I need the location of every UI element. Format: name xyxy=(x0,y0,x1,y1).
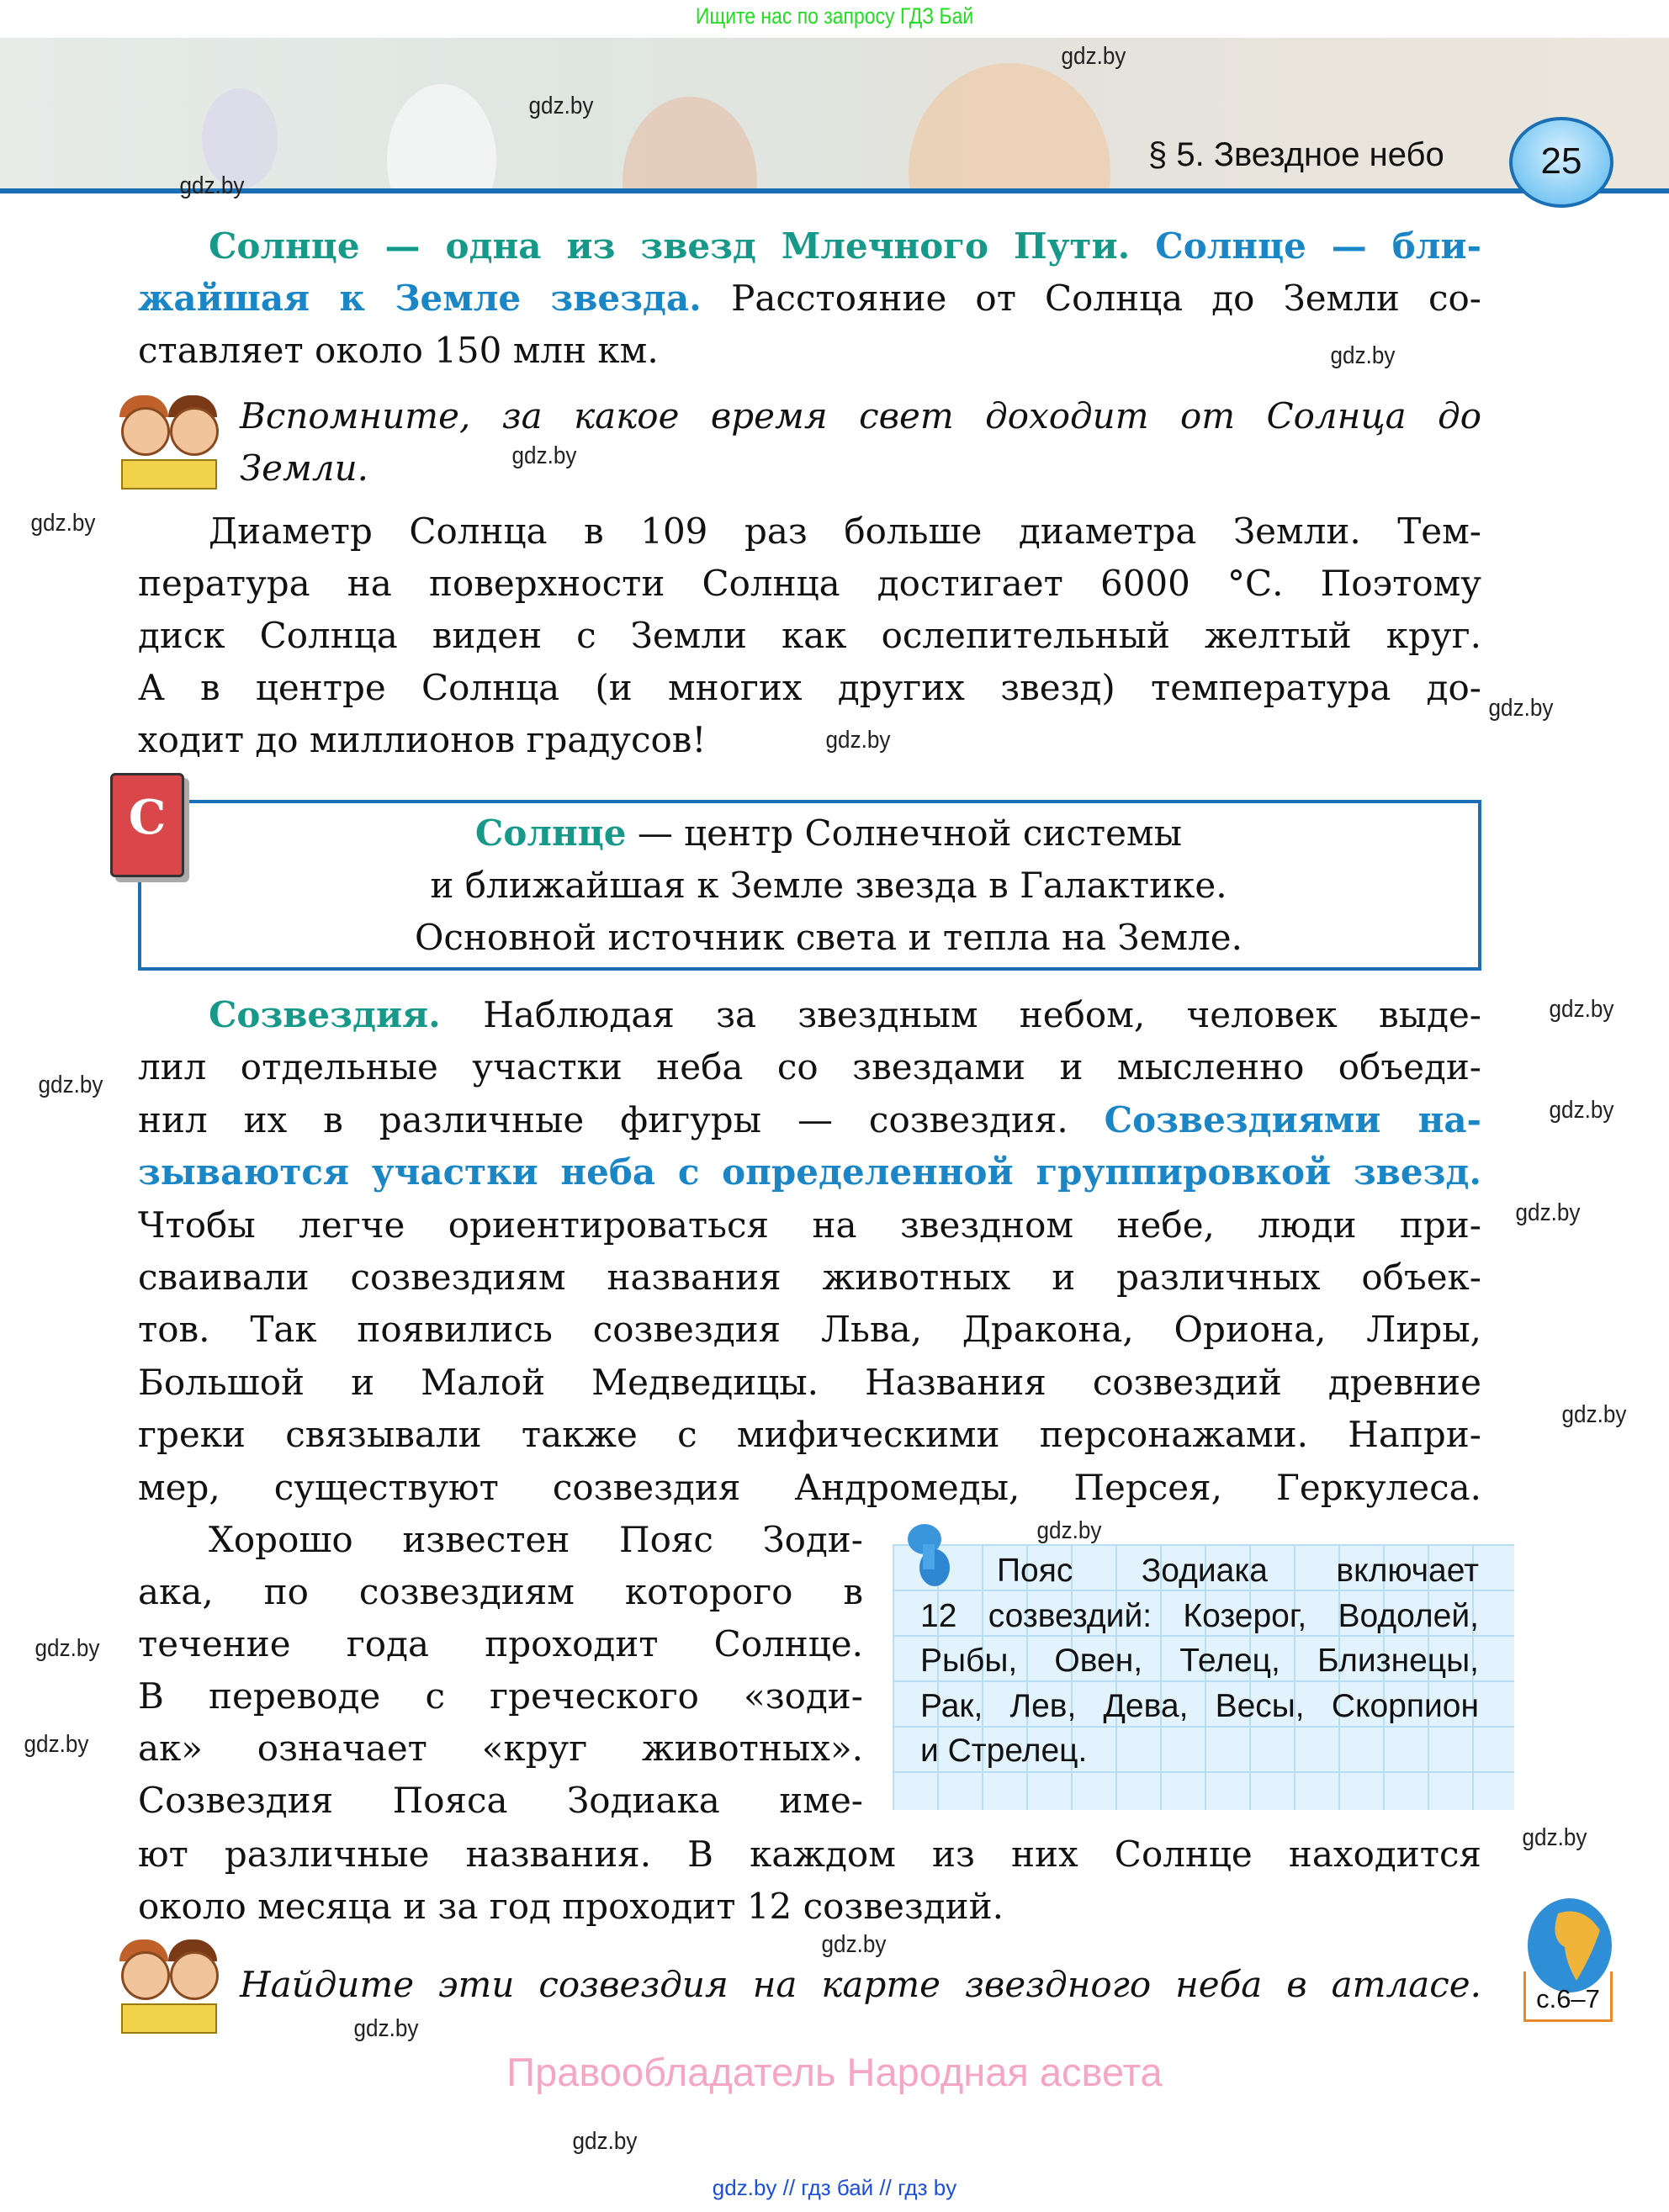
text-line xyxy=(209,993,1481,1037)
page-number-badge: 25 xyxy=(1509,117,1613,208)
text-line xyxy=(138,1413,1481,1457)
highlighted-term: Созвездия. xyxy=(209,994,484,1035)
planet-image xyxy=(387,84,496,190)
text-segment: ставляет около 150 млн км. xyxy=(138,330,659,371)
text-segment: Основной источник света и тепла на Земле. xyxy=(414,917,1242,958)
kids-question-icon xyxy=(113,1939,222,2036)
text-line xyxy=(209,225,1481,268)
question-text: Вспомните, за какое время свет доходит от Солнца до xyxy=(240,395,1481,437)
watermark-text: gdz.by xyxy=(528,93,594,119)
text-segment: Наблюдая за звездным небом, человек выде- xyxy=(483,994,1482,1035)
text-segment: нил их в различные фигуры — созвездия. xyxy=(138,1098,1105,1140)
highlighted-term: зываются участки неба с определенной группировкой звезд. xyxy=(138,1151,1481,1193)
text-segment: Расстояние от Солнца до Земли со- xyxy=(731,278,1481,319)
atlas-task-text: Найдите эти созвездия на карте звездного неба в атласе. xyxy=(240,1964,1481,2005)
copyright-notice: Правообладатель Народная асвета xyxy=(506,2050,1163,2094)
definition-line xyxy=(198,916,1460,960)
pushpin-icon xyxy=(904,1521,955,1588)
search-hint: Ищите нас по запросу ГДЗ Бай xyxy=(695,3,974,29)
text-line xyxy=(138,1204,1481,1247)
note-line: и Стрелец. xyxy=(920,1733,1088,1769)
text-line xyxy=(138,1045,1481,1089)
text-line: пература на поверхности Солнца достигает 6000 °С. Поэтому xyxy=(138,563,1481,604)
watermark-text: gdz.by xyxy=(24,1731,89,1758)
watermark-text: gdz.by xyxy=(1036,1517,1102,1544)
text-line: В переводе с греческого «зоди- xyxy=(138,1675,863,1717)
text-line xyxy=(138,277,1481,320)
watermark-text: gdz.by xyxy=(1549,996,1614,1023)
watermark-text: gdz.by xyxy=(34,1635,100,1662)
note-line: Рыбы, Овен, Телец, Близнецы, xyxy=(920,1643,1479,1679)
text-segment: греки связывали также с мифическими персонажами. Напри- xyxy=(138,1414,1481,1456)
note-line: Пояс Зодиака включает xyxy=(997,1553,1479,1589)
text-line xyxy=(138,1308,1481,1352)
text-line: около месяца и за год проходит 12 созвездий. xyxy=(138,1886,1004,1927)
highlighted-term: Созвездиями на- xyxy=(1104,1098,1481,1140)
watermark-text: gdz.by xyxy=(1515,1199,1581,1226)
text-line xyxy=(138,1098,1481,1142)
planet-image xyxy=(909,63,1110,190)
text-line: Созвездия Пояса Зодиака име- xyxy=(138,1780,863,1821)
text-segment: Чтобы легче ориентироваться на звездном небе, люди при- xyxy=(138,1204,1481,1246)
watermark-text: gdz.by xyxy=(1522,1824,1587,1851)
text-line: ют различные названия. В каждом из них Солнце находится xyxy=(138,1834,1481,1875)
text-line: Хорошо известен Пояс Зоди- xyxy=(209,1519,863,1560)
text-segment: тов. Так появились созвездия Льва, Дракона, Ориона, Лиры, xyxy=(138,1309,1481,1351)
highlighted-term: Солнце — одна из звезд Млечного Пути. xyxy=(209,225,1156,267)
text-line xyxy=(138,1466,1481,1510)
text-segment: мер, существуют созвездия Андромеды, Персея, Геркулеса. xyxy=(138,1466,1481,1508)
text-line: ходит до миллионов градусов! xyxy=(138,719,707,760)
text-segment: сваивали созвездиям названия животных и различных объек- xyxy=(138,1257,1481,1298)
definition-line xyxy=(198,864,1460,908)
book-icon: С xyxy=(110,773,184,877)
text-line xyxy=(138,1256,1481,1299)
text-line: А в центре Солнца (и многих других звезд) температура до- xyxy=(138,667,1481,708)
text-line: течение года проходит Солнце. xyxy=(138,1623,863,1664)
watermark-text: gdz.by xyxy=(511,442,577,469)
watermark-text: gdz.by xyxy=(353,2015,419,2042)
footer-links[interactable]: gdz.by // гдз бай // гдз by xyxy=(712,2175,957,2200)
text-line: Диаметр Солнца в 109 раз больше диаметра Земли. Тем- xyxy=(209,511,1481,552)
definition-line xyxy=(198,812,1460,855)
note-line: Рак, Лев, Дева, Весы, Скорпион xyxy=(920,1687,1479,1724)
header-divider xyxy=(0,188,1669,193)
text-segment: — центр Солнечной системы xyxy=(626,812,1183,854)
watermark-text: gdz.by xyxy=(1061,43,1126,70)
note-line: 12 созвездий: Козерог, Водолей, xyxy=(920,1597,1479,1634)
atlas-page-reference: с.6–7 xyxy=(1523,1971,1613,2022)
question-text: Земли. xyxy=(240,447,368,489)
text-line xyxy=(138,1361,1481,1405)
watermark-text: gdz.by xyxy=(38,1072,103,1098)
text-line: ака, по созвездиям которого в xyxy=(138,1571,863,1612)
text-line: диск Солнца виден с Земли как ослепительный желтый круг. xyxy=(138,615,1481,656)
watermark-text: gdz.by xyxy=(825,727,891,754)
highlighted-term: Солнце xyxy=(474,812,627,854)
highlighted-term: Солнце — бли- xyxy=(1155,225,1482,267)
watermark-text: gdz.by xyxy=(1561,1401,1627,1428)
text-line: ак» означает «круг животных». xyxy=(138,1728,863,1769)
section-title: § 5. Звездное небо xyxy=(1148,136,1444,173)
watermark-text: gdz.by xyxy=(821,1931,887,1958)
text-line xyxy=(138,329,659,373)
watermark-text: gdz.by xyxy=(572,2128,638,2155)
watermark-text: gdz.by xyxy=(1549,1097,1614,1124)
watermark-text: gdz.by xyxy=(179,172,245,199)
watermark-text: gdz.by xyxy=(1330,342,1396,369)
text-line xyxy=(138,1151,1481,1194)
kids-question-icon xyxy=(113,395,222,492)
planet-image xyxy=(623,97,757,190)
watermark-text: gdz.by xyxy=(1488,695,1554,722)
highlighted-term: жайшая к Земле звезда. xyxy=(138,278,732,319)
watermark-text: gdz.by xyxy=(30,510,96,537)
text-segment: и ближайшая к Земле звезда в Галактике. xyxy=(430,865,1227,906)
text-segment: Большой и Малой Медведицы. Названия созвездий древние xyxy=(138,1361,1481,1403)
text-segment: лил отдельные участки неба со звездами и мысленно объеди- xyxy=(138,1046,1481,1088)
